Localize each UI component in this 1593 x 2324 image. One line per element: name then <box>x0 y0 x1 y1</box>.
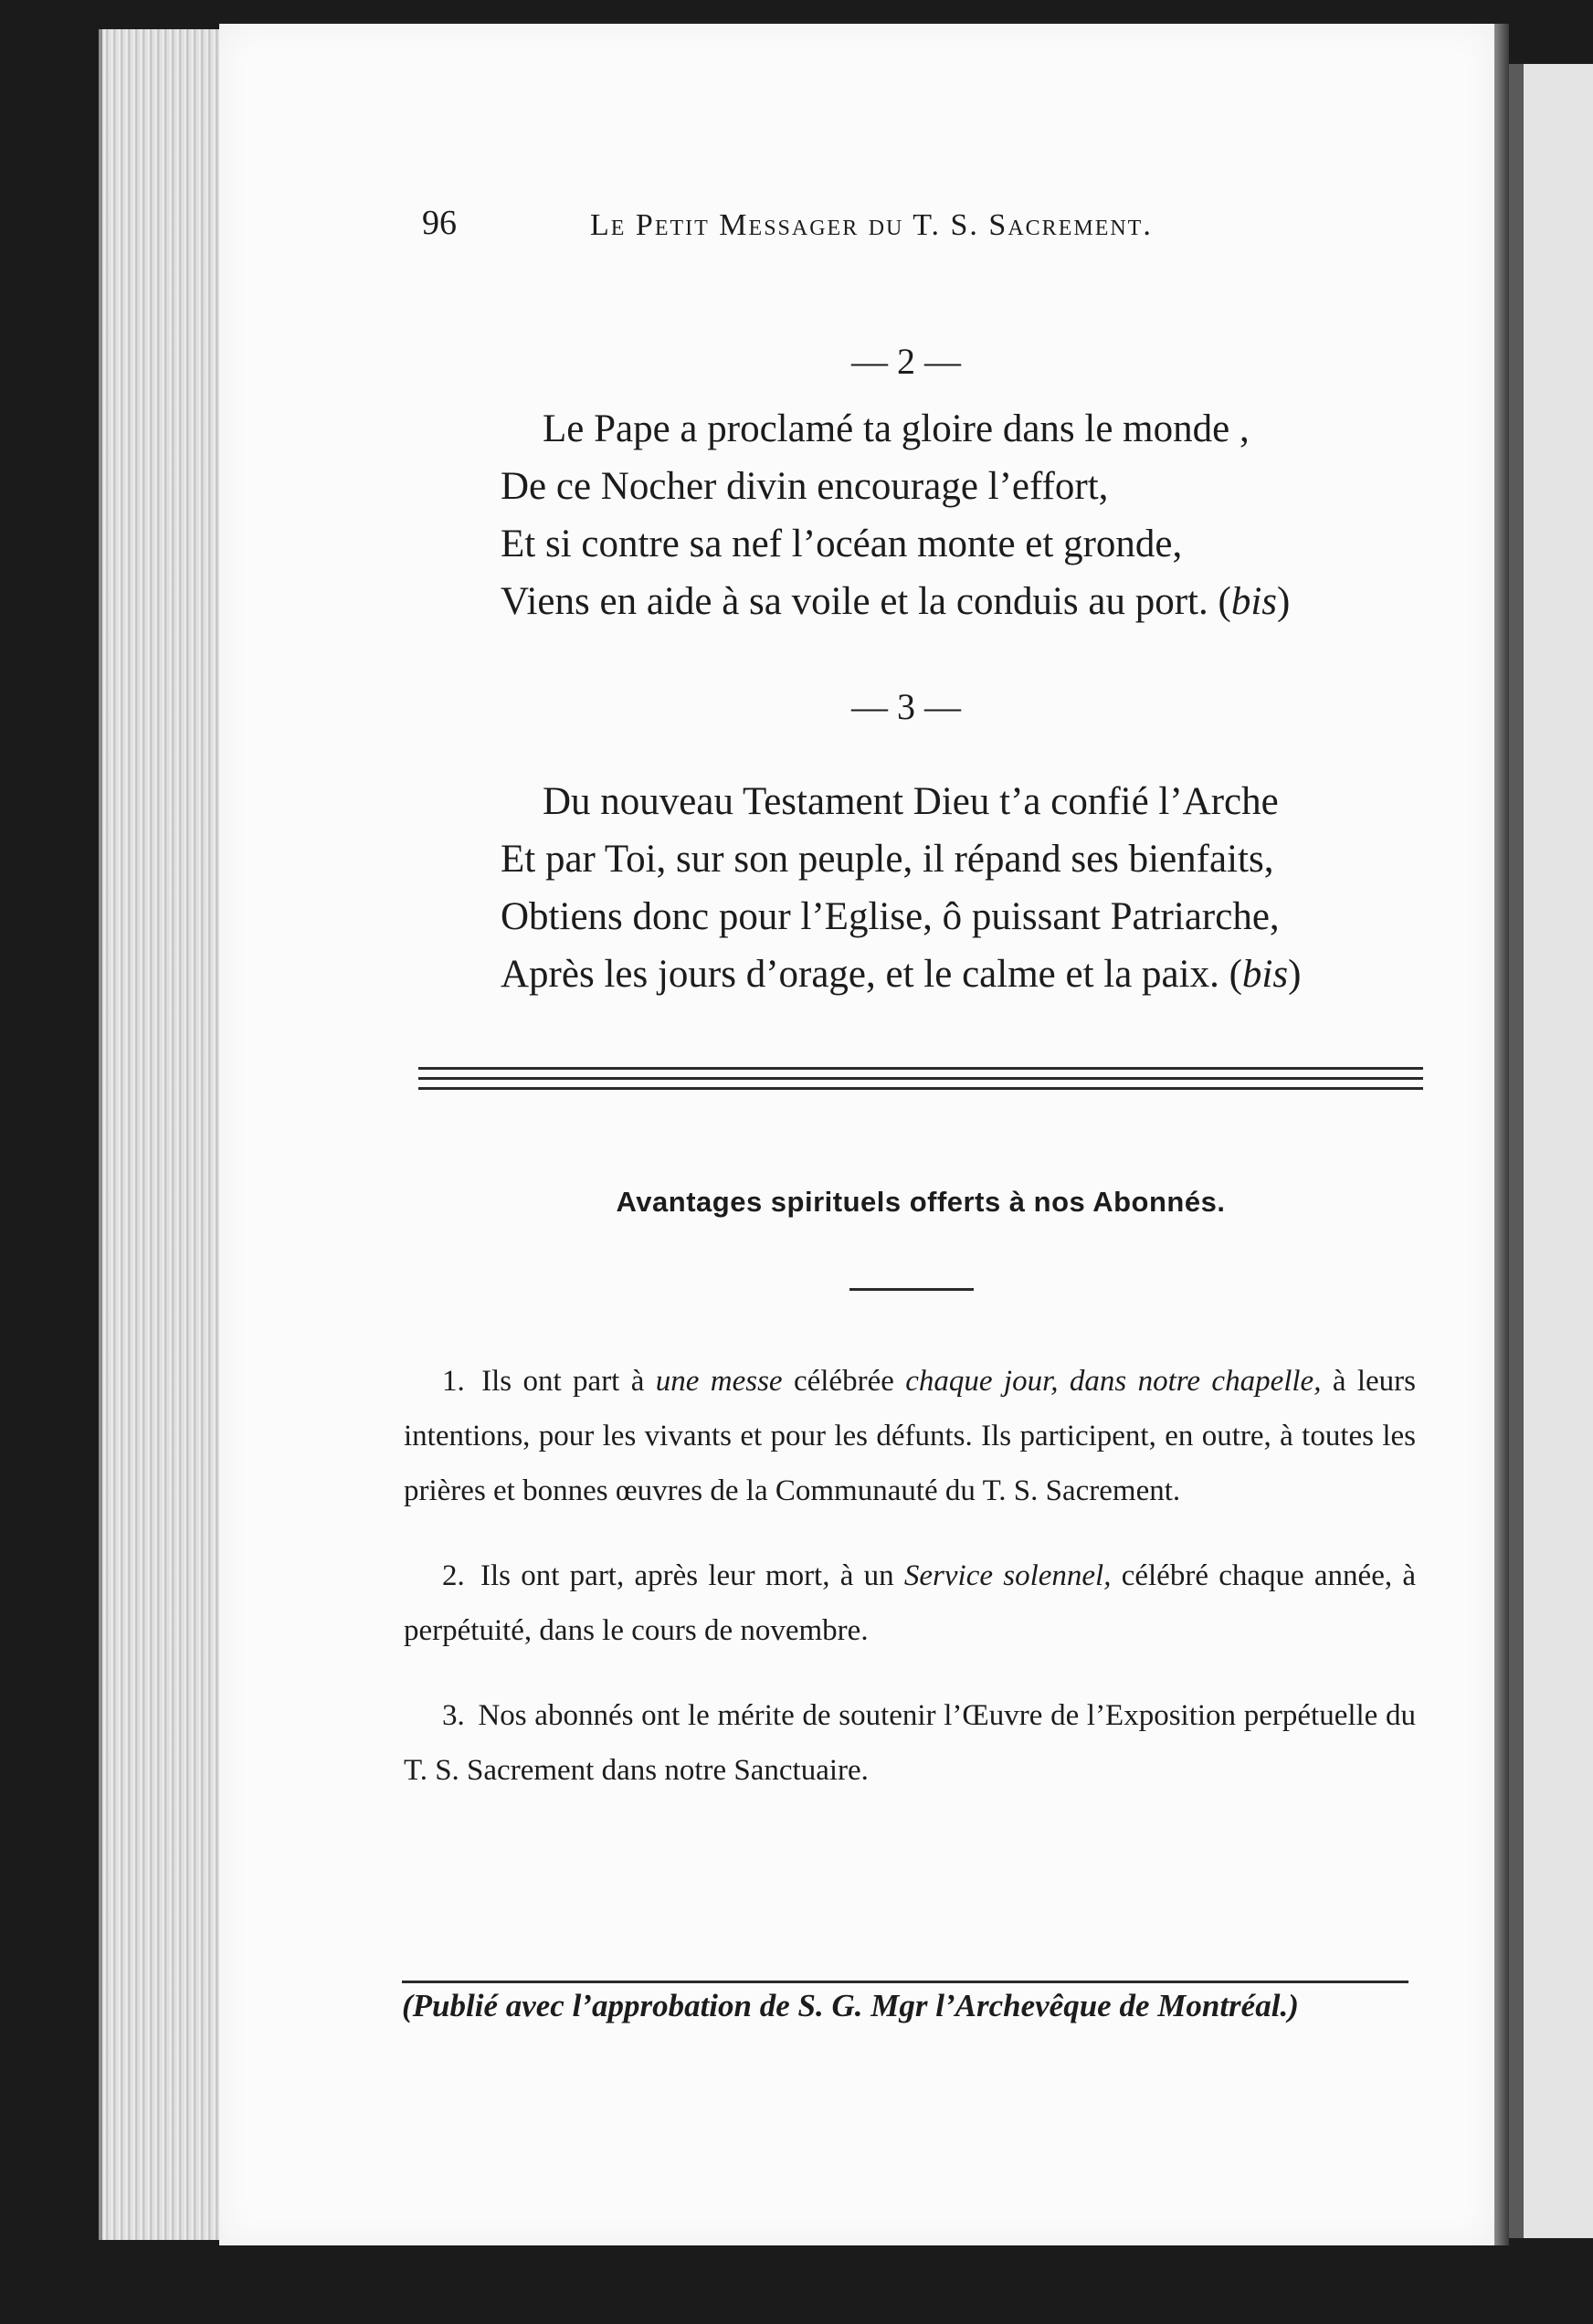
double-rule-divider <box>418 1067 1423 1097</box>
benefits-list <box>404 1354 1416 1822</box>
benefit-text: à leurs intentions, pour les vivants et pour les défunts. Ils participent, en outre, à toutes les prières et bonnes œuvres de la Communauté du T. S. Sacrement. <box>404 1365 1416 1507</box>
bis-marker: bis <box>1241 953 1289 996</box>
benefit-number: 3. <box>442 1699 465 1732</box>
benefit-emphasis: chaque jour, dans notre chapelle, <box>905 1365 1322 1398</box>
approval-note: (Publié avec l’approbation de S. G. Mgr l’Archevêque de Montréal.) <box>402 1988 1299 2023</box>
verse-line: Viens en aide à sa voile et la conduis au port. (bis) <box>501 580 1291 623</box>
benefit-item <box>404 1354 1416 1518</box>
page-header <box>422 203 1288 258</box>
benefit-item <box>404 1688 1416 1798</box>
stanza-verse <box>501 773 1405 1003</box>
benefit-item <box>404 1548 1416 1658</box>
short-rule-divider <box>849 1288 974 1291</box>
stanza-verse <box>501 400 1405 630</box>
stanza-number: — 2 — <box>851 341 961 382</box>
verse-line: Et par Toi, sur son peuple, il répand ses bienfaits, <box>501 838 1274 881</box>
book-gutter <box>1494 24 1509 2245</box>
verse-line: Le Pape a proclamé ta gloire dans le monde , <box>543 407 1250 450</box>
benefit-number: 1. <box>442 1365 465 1398</box>
verse-line: De ce Nocher divin encourage l’effort, <box>501 465 1109 508</box>
bis-marker: bis <box>1230 580 1278 623</box>
page-number: 96 <box>422 204 457 242</box>
benefit-text: célébré chaque année, à perpétuité, dans le cours de novembre. <box>404 1559 1416 1647</box>
verse-line: Du nouveau Testament Dieu t’a confié l’Arche <box>543 780 1279 823</box>
section-title: Avantages spirituels offerts à nos Abonnés. <box>616 1186 1226 1218</box>
verse-line: Et si contre sa nef l’océan monte et gronde, <box>501 523 1183 565</box>
verse-line: Obtiens donc pour l’Eglise, ô puissant Patriarche, <box>501 895 1280 938</box>
page-edges <box>99 29 239 2240</box>
benefit-emphasis: Service solennel, <box>903 1559 1112 1592</box>
benefit-emphasis: une messe <box>655 1365 783 1398</box>
benefit-text: Ils ont part, après leur mort, à un <box>480 1559 904 1592</box>
benefit-text: Nos abonnés ont le mérite de soutenir l’Œuvre de l’Exposition perpétuelle du T. S. Sacrement dans notre Sanctuaire. <box>404 1699 1417 1787</box>
stanza-number: — 3 — <box>851 686 961 727</box>
benefit-number: 2. <box>442 1559 465 1592</box>
verse-line: Après les jours d’orage, et le calme et la paix. (bis) <box>501 953 1302 996</box>
benefit-text: Ils ont part à <box>481 1365 656 1398</box>
benefit-text: célébrée <box>782 1365 906 1398</box>
facing-page-edge <box>1509 64 1593 2238</box>
running-title: Le Petit Messager du T. S. Sacrement. <box>590 208 1153 242</box>
